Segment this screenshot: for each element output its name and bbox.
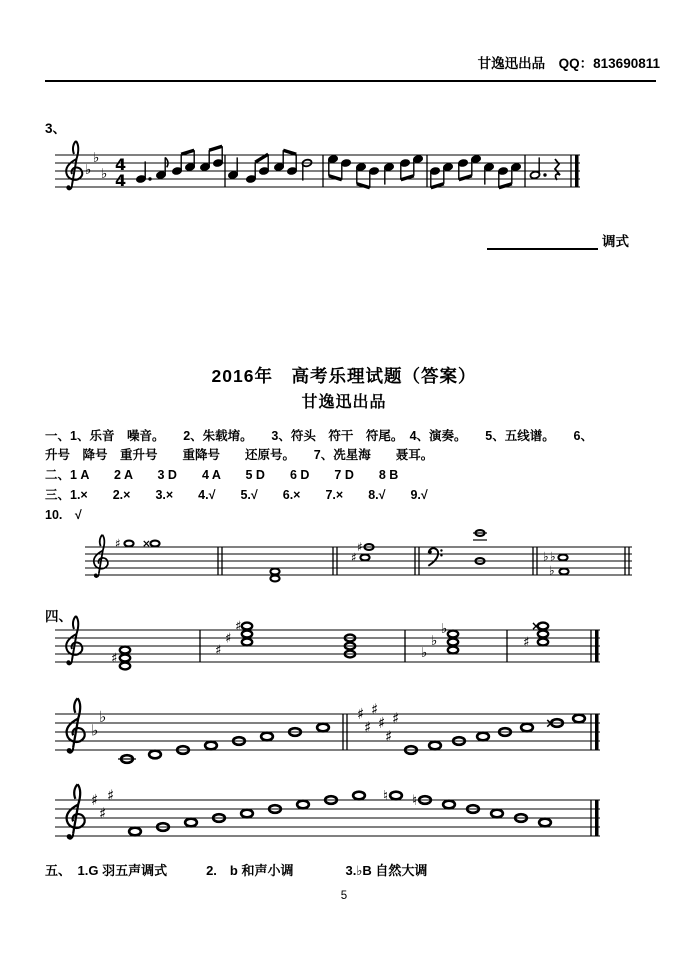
svg-text:♭: ♭ [99, 708, 107, 727]
svg-text:♭: ♭ [91, 721, 99, 740]
svg-text:♯: ♯ [215, 642, 222, 659]
svg-text:♯: ♯ [99, 804, 107, 823]
svg-text:♯: ♯ [107, 786, 115, 805]
treble-clef-icon [67, 698, 85, 753]
svg-text:♯: ♯ [111, 650, 118, 667]
svg-text:♯: ♯ [235, 618, 242, 635]
svg-text:4: 4 [115, 155, 127, 174]
svg-text:♯: ♯ [357, 539, 363, 554]
answer-line-3: 二、1 A 2 A 3 D 4 A 5 D 6 D 7 D 8 B [45, 468, 399, 482]
document-title: 2016年 高考乐理试题（答案） [211, 366, 477, 386]
svg-text:♭: ♭ [93, 150, 100, 167]
bass-clef-icon [428, 548, 442, 566]
svg-text:♭: ♭ [550, 549, 556, 564]
page-header: 甘逸迅出品 QQ：813690811 [477, 56, 660, 71]
svg-text:×: × [531, 619, 542, 633]
svg-text:♭: ♭ [101, 166, 108, 183]
question4-chords-staff [55, 616, 600, 669]
question5-scale-staff-1 [55, 698, 600, 763]
question5-answers: 五、 1.G 羽五声调式 2. b 和声小调 3.♭B 自然大调 [45, 863, 428, 878]
svg-text:♯: ♯ [371, 700, 379, 719]
question3-label: 3、 [45, 121, 67, 136]
treble-clef-icon [67, 784, 85, 839]
document-subtitle: 甘逸迅出品 [301, 394, 387, 411]
answer-line-4: 三、1.× 2.× 3.× 4.√ 5.√ 6.× 7.× 8.√ 9.√ [45, 488, 428, 502]
header-rule [45, 80, 656, 82]
svg-text:♯: ♯ [364, 718, 372, 737]
svg-text:×: × [142, 538, 151, 550]
svg-text:♯: ♯ [91, 790, 99, 809]
svg-text:♯: ♯ [351, 550, 357, 565]
svg-text:♭: ♭ [421, 645, 428, 662]
svg-text:♭: ♭ [441, 621, 448, 638]
svg-text:♭: ♭ [549, 563, 555, 578]
svg-text:♭: ♭ [543, 549, 549, 564]
page-number: 5 [340, 890, 348, 902]
answer-line-5: 10. √ [45, 508, 82, 522]
svg-text:♮: ♮ [412, 792, 418, 809]
svg-text:♯: ♯ [357, 704, 365, 723]
question5-scale-staff-2 [55, 784, 600, 839]
svg-text:♮: ♮ [383, 788, 389, 805]
treble-clef-icon [94, 535, 108, 578]
svg-text:♯: ♯ [115, 536, 121, 551]
svg-text:♯: ♯ [378, 713, 386, 732]
svg-text:♯: ♯ [225, 630, 232, 647]
svg-text:♭: ♭ [85, 162, 92, 179]
answer-line-2: 升号 降号 重升号 重降号 还原号。 7、冼星海 聂耳。 [45, 448, 434, 462]
answer-line-1: 一、1、乐音 噪音。 2、朱载堉。 3、符头 符干 符尾。 4、演奏。 5、五线谱。 6、 [45, 429, 593, 443]
svg-text:♯: ♯ [385, 727, 393, 746]
svg-text:♯: ♯ [523, 634, 530, 651]
svg-text:♯: ♯ [392, 709, 400, 728]
svg-text:×: × [545, 715, 557, 732]
answer-blank-line [487, 234, 598, 250]
mode-label: 调式 [602, 234, 629, 249]
question4-label: 四、 [45, 609, 72, 624]
svg-text:4: 4 [115, 171, 127, 190]
question3-melody-staff [55, 141, 580, 190]
answer10-staff [85, 530, 632, 581]
treble-clef-icon [66, 141, 82, 190]
svg-text:♭: ♭ [431, 633, 438, 650]
